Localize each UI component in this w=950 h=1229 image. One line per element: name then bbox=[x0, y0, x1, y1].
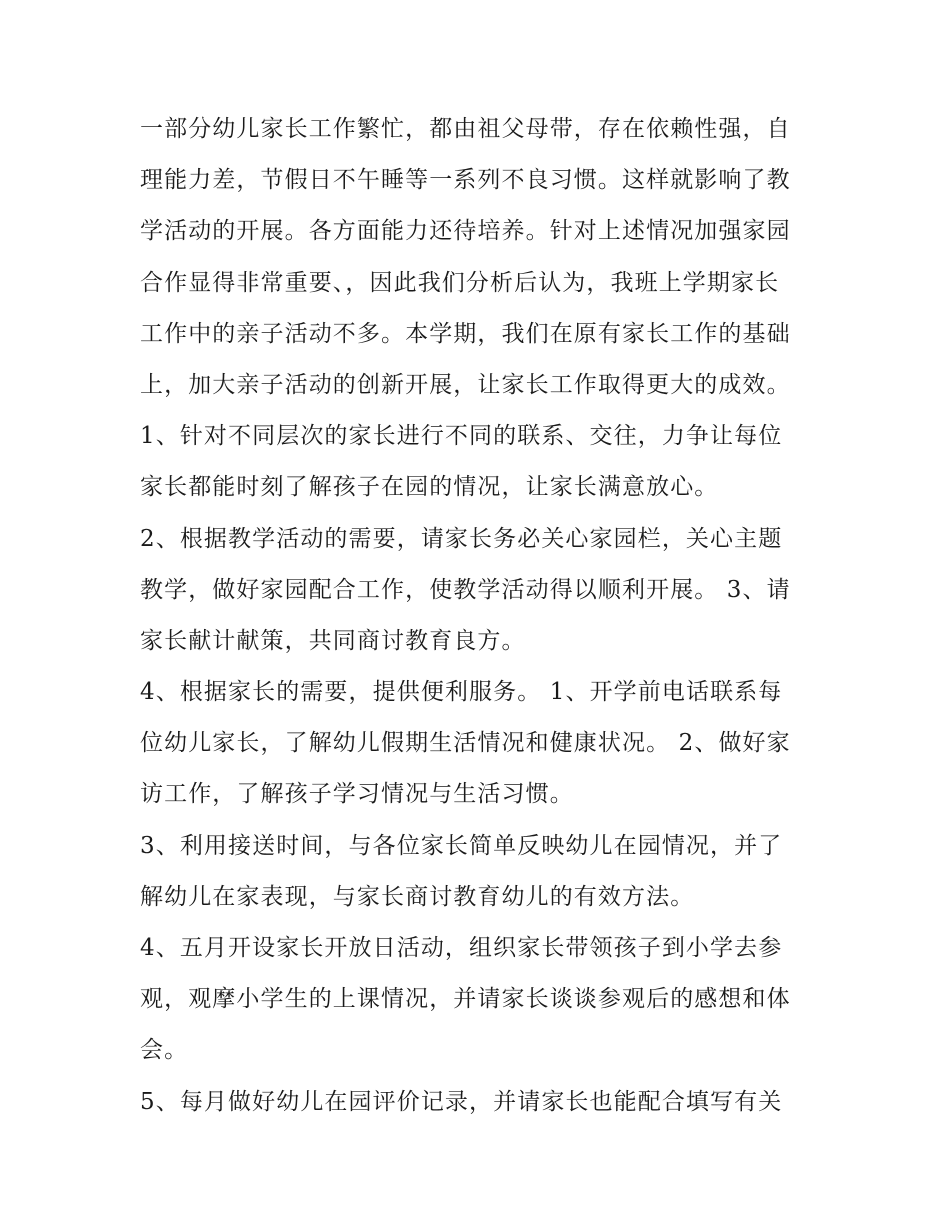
text-line: 上，加大亲子活动的创新开展，让家长工作取得更大的成效。 bbox=[140, 371, 791, 398]
text-line: 教学，做好家园配合工作，使教学活动得以顺利开展。 3、请 bbox=[140, 576, 791, 603]
text-line: 工作中的亲子活动不多。本学期，我们在原有家长工作的基础 bbox=[140, 320, 791, 347]
text-line: 4、五月开设家长开放日活动，组织家长带领孩子到小学去参 bbox=[140, 935, 783, 961]
text-line: 解幼儿在家表现，与家长商讨教育幼儿的有效方法。 bbox=[140, 883, 695, 910]
text-line: 理能力差，节假日不午睡等一系列不良习惯。这样就影响了教 bbox=[140, 167, 791, 194]
text-line: 会。 bbox=[140, 1037, 189, 1064]
text-line: 2、根据教学活动的需要，请家长务必关心家园栏，关心主题 bbox=[140, 525, 783, 552]
text-line: 学活动的开展。各方面能力还待培养。针对上述情况加强家园 bbox=[140, 218, 791, 245]
document-body bbox=[140, 104, 820, 1128]
text-line: 家长献计献策，共同商讨教育良方。 bbox=[140, 627, 526, 654]
text-line: 合作显得非常重要、，因此我们分析后认为，我班上学期家长 bbox=[140, 269, 780, 296]
text-line: 观，观摩小学生的上课情况，并请家长谈谈参观后的感想和体 bbox=[140, 986, 791, 1013]
text-line: 4、根据家长的需要，提供便利服务。 1、开学前电话联系每 bbox=[140, 679, 783, 706]
text-line: 访工作，了解孩子学习情况与生活习惯。 bbox=[140, 781, 574, 808]
text-line: 5、每月做好幼儿在园评价记录，并请家长也能配合填写有关 bbox=[140, 1088, 783, 1115]
text-line: 一部分幼儿家长工作繁忙，都由祖父母带，存在依赖性强，自 bbox=[140, 116, 791, 142]
text-line: 位幼儿家长，了解幼儿假期生活情况和健康状况。 2、做好家 bbox=[140, 730, 791, 757]
text-line: 家长都能时刻了解孩子在园的情况，让家长满意放心。 bbox=[140, 474, 719, 501]
text-line: 1、针对不同层次的家长进行不同的联系、交往，力争让每位 bbox=[140, 423, 783, 450]
text-line: 3、利用接送时间，与各位家长简单反映幼儿在园情况，并了 bbox=[140, 832, 783, 859]
